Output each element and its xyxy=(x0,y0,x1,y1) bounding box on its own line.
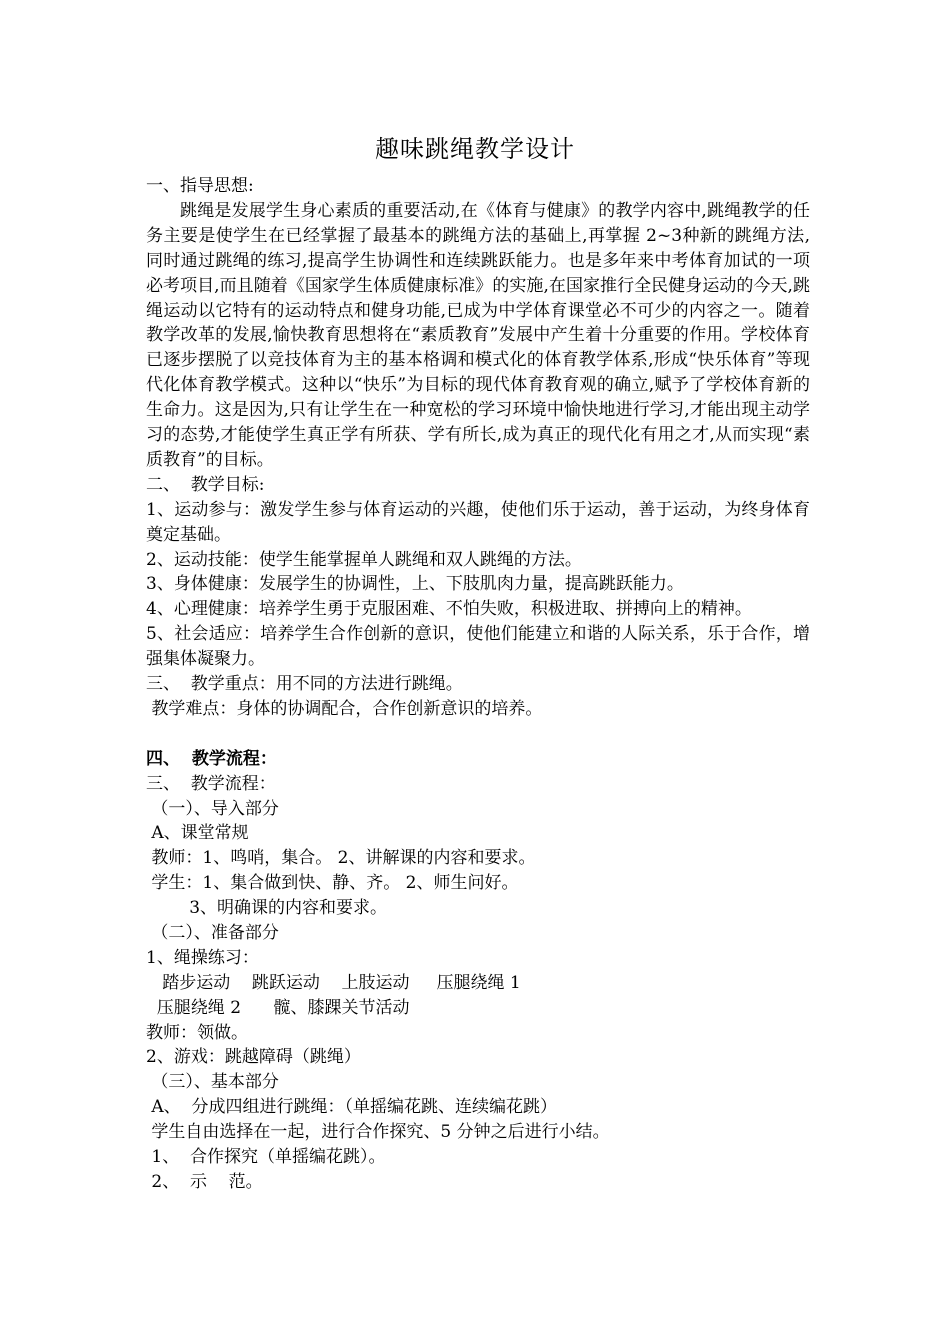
guiding-ideology-paragraph: 跳绳是发展学生身心素质的重要活动,在《体育与健康》的教学内容中,跳绳教学的任务主要是使学生在已经掌握了最基本的跳绳方法的基础上,再掌握 2~3种新的跳绳方法,同时通过跳绳的练习,提高学生协调性和连续跳跃能力。也是多年来中考体育加试的一项必考项目,而且随着《国家学生体质健康标准》的实施,在国家推行全民健身运动的今天,跳绳运动以它特有的运动特点和健身功能,已成为中学体育课堂必不可少的内容之一。随着教学改革的发展,愉快教育思想将在“素质教育”发展中产生着十分重要的作用。学校体育已逐步摆脱了以竞技体育为主的基本格调和模式化的体育教学体系,形成“快乐体育”等现代化体育教学模式。这种以“快乐”为目标的现代体育教育观的确立,赋予了学校体育新的生命力。这是因为,只有让学生在一种宽松的学习环境中愉快地进行学习,才能出现主动学习的态势,才能使学生真正学有所获、学有所长,成为真正的现代化有用之才,从而实现“素质教育”的目标。 xyxy=(146,200,810,470)
process-line: 2、 示 范。 xyxy=(146,1171,263,1192)
process-line: （一）、导入部分 xyxy=(146,798,279,819)
process-line: 压腿绕绳 2 髋、膝踝关节活动 xyxy=(146,997,410,1018)
process-line: 1、 合作探究（单摇编花跳）。 xyxy=(146,1147,386,1168)
process-line: 学生自由选择在一起，进行合作探究、5 分钟之后进行小结。 xyxy=(146,1122,610,1143)
process-line: 3、明确课的内容和要求。 xyxy=(146,898,388,919)
process-line: 三、 教学流程： xyxy=(146,773,276,794)
goal-item: 5、社会适应：培养学生合作创新的意识，使他们能建立和谐的人际关系，乐于合作，增强集体凝聚力。 xyxy=(146,624,810,670)
goal-item: 4、心理健康：培养学生勇于克服困难、不怕失败，积极进取、拼搏向上的精神。 xyxy=(146,599,752,620)
goal-item: 2、运动技能：使学生能掌握单人跳绳和双人跳绳的方法。 xyxy=(146,549,582,570)
process-line: 2、游戏：跳越障碍（跳绳） xyxy=(146,1047,361,1068)
section-heading-guiding-ideology: 一、指导思想: xyxy=(146,176,254,196)
goal-item: 1、运动参与：激发学生参与体育运动的兴趣，使他们乐于运动，善于运动，为终身体育奠定基础。 xyxy=(146,499,810,545)
section-heading-teaching-process: 四、 教学流程： xyxy=(146,748,277,769)
section-heading-teaching-goals: 二、 教学目标: xyxy=(146,474,265,495)
process-line: 1、绳操练习： xyxy=(146,947,259,968)
process-line: 学生：1、集合做到快、静、齐。 2、师生问好。 xyxy=(146,873,519,894)
process-line: （三）、基本部分 xyxy=(146,1072,279,1093)
process-line: 教师：领做。 xyxy=(146,1022,248,1043)
process-line: A、 分成四组进行跳绳：（单摇编花跳、连续编花跳） xyxy=(146,1097,557,1118)
process-line: 教师：1、鸣哨，集合。 2、讲解课的内容和要求。 xyxy=(146,848,536,869)
teaching-difficulty: 教学难点：身体的协调配合，合作创新意识的培养。 xyxy=(146,698,543,719)
document-title: 趣味跳绳教学设计 xyxy=(375,135,575,163)
blank-line xyxy=(146,722,810,747)
document-body xyxy=(146,174,810,1195)
process-line: A、课堂常规 xyxy=(146,823,249,844)
goal-item: 3、身体健康：发展学生的协调性，上、下肢肌肉力量，提高跳跃能力。 xyxy=(146,574,684,595)
teaching-key-point: 三、 教学重点：用不同的方法进行跳绳。 xyxy=(146,674,463,695)
process-line: （二）、准备部分 xyxy=(146,923,279,943)
process-line: 踏步运动 跳跃运动 上肢运动 压腿绕绳 1 xyxy=(146,972,521,993)
